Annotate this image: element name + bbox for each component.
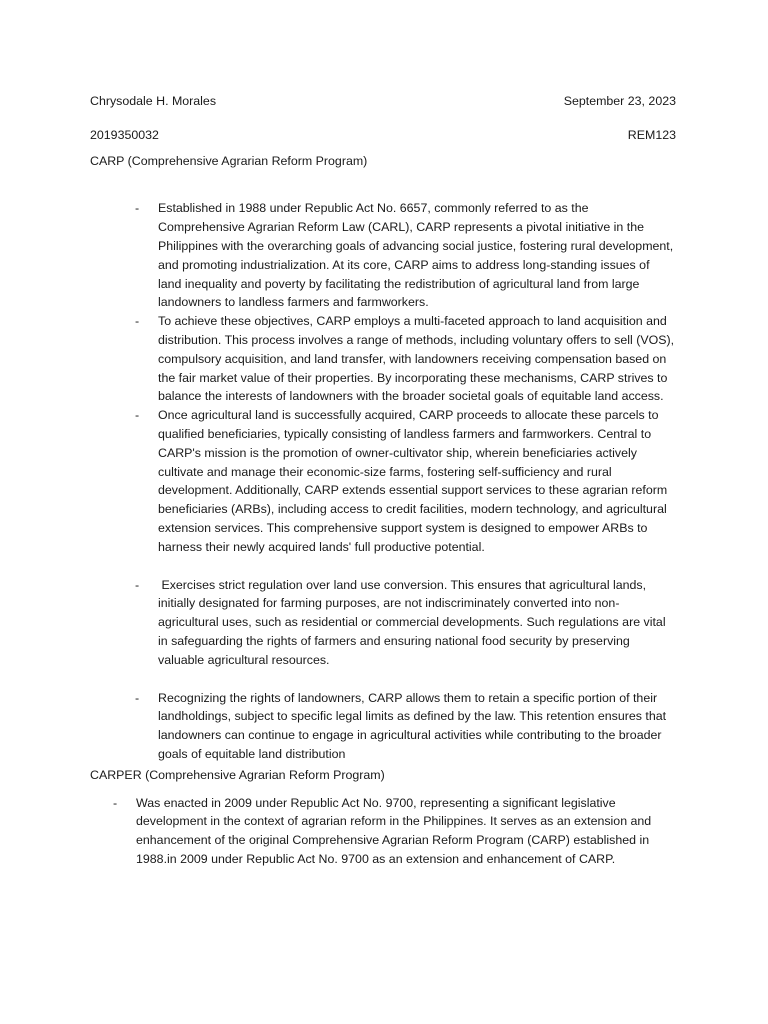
document-date: September 23, 2023	[563, 94, 676, 108]
list-item-text: Recognizing the rights of landowners, CARP allows them to retain a specific portion of their landholdings, subject to specific legal limits as defined by the law. This retention ensures that landowners can continue to engage in agricultural activities while contributing to the broader goals of equitable land distribution	[158, 690, 667, 761]
carp-section-title: CARP (Comprehensive Agrarian Reform Program)	[90, 153, 368, 168]
bullet-dash: -	[135, 690, 140, 705]
document-page	[90, 92, 676, 869]
list-item	[90, 689, 676, 764]
bullet-dash: -	[113, 795, 118, 810]
bullet-dash: -	[135, 577, 140, 592]
list-item-text: Established in 1988 under Republic Act No. 6657, commonly referred to as the Comprehensive Agrarian Reform Law (CARL), CARP represents a pivotal initiative in the Philippines with the overarching goals of advancing social justice, fostering rural development, and promoting industrialization. At its core, CARP aims to address long-standing issues of land inequality and poverty by facilitating the redistribution of agricultural land from large landowners to landless farmers and farmworkers.	[158, 201, 674, 310]
bullet-dash: -	[135, 201, 140, 216]
bullet-dash: -	[135, 314, 140, 329]
list-item-text: Was enacted in 2009 under Republic Act No. 9700, representing a significant legislative development in the context of agrarian reform in the Philippines. It serves as an extension and enhancement of the original Comprehensive Agrarian Reform Program (CARP) established in 1988.in 2009 under Republic Act No. 9700 as an extension and enhancement of CARP.	[136, 795, 652, 866]
author-name: Chrysodale H. Morales	[90, 94, 217, 108]
list-item-text: To achieve these objectives, CARP employs a multi-faceted approach to land acquisition and distribution. This process involves a range of methods, including voluntary offers to sell (VOS), compulsory acquisition, and land transfer, with landowners receiving compensation based on the fair market value of their properties. By incorporating these mechanisms, CARP strives to balance the interests of landowners with the broader societal goals of equitable land access.	[158, 314, 675, 404]
list-item	[90, 406, 676, 556]
course-code: REM123	[627, 127, 676, 142]
bullet-dash: -	[135, 408, 140, 423]
carper-section-title: CARPER (Comprehensive Agrarian Reform Program)	[90, 767, 385, 782]
list-item	[90, 312, 676, 406]
header-row-2	[90, 126, 676, 145]
list-item-text: Exercises strict regulation over land use conversion. This ensures that agricultural lands, initially designated for farming purposes, are not indiscriminately converted into non-agricultural uses, such as residential or commercial developments. Such regulations are vital in safeguarding the rights of farmers and ensuring national food security by preserving valuable agricultural resources.	[158, 577, 670, 667]
header-row-1	[90, 92, 676, 111]
carper-bullet-list	[90, 794, 676, 869]
carp-bullet-list	[90, 199, 676, 763]
list-item	[90, 576, 676, 670]
list-item	[90, 199, 676, 312]
list-item-text: Once agricultural land is successfully acquired, CARP proceeds to allocate these parcels to qualified beneficiaries, typically consisting of landless farmers and farmworkers. Central to CARP's mission is the promotion of owner-cultivator ship, wherein beneficiaries actively cultivate and manage their economic-size farms, fostering self-sufficiency and rural development. Additionally, CARP extends essential support services to these agrarian reform beneficiaries (ARBs), including access to credit facilities, modern technology, and agricultural extension services. This comprehensive support system is designed to empower ARBs to harness their newly acquired lands' full productive potential.	[158, 408, 668, 554]
list-item	[90, 794, 676, 869]
student-id: 2019350032	[90, 127, 159, 142]
